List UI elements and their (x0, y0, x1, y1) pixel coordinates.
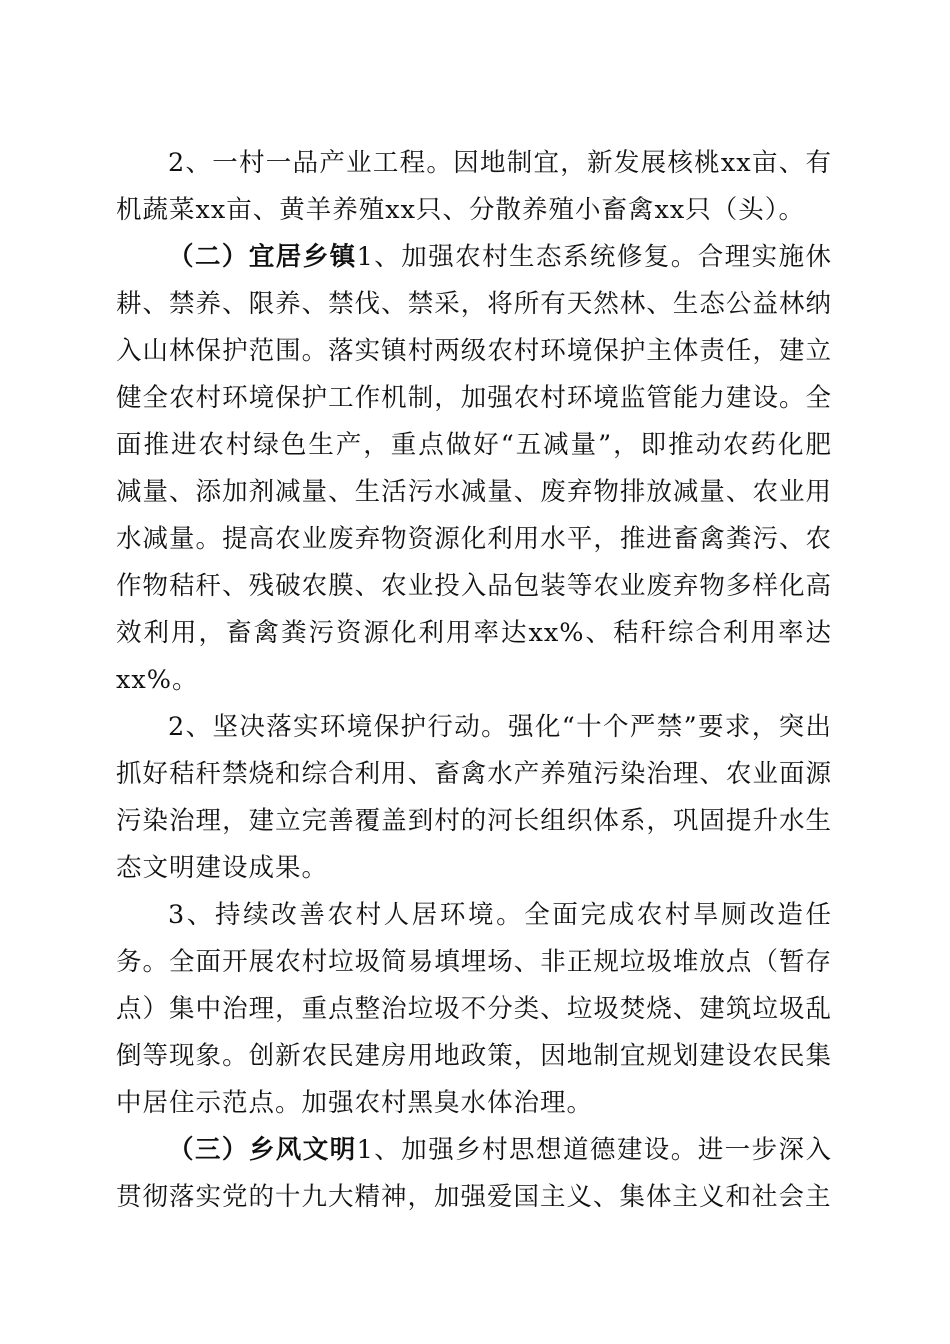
paragraph-rural-civilization (116, 1127, 832, 1221)
paragraph-livable-township (116, 234, 832, 704)
paragraph-text: 3、持续改善农村人居环境。全面完成农村旱厕改造任务。全面开展农村垃圾简易填埋场、非正规垃圾堆放点（暂存点）集中治理，重点整治垃圾不分类、垃圾焚烧、建筑垃圾乱倒等现象。创新农民建房用地政策，因地制宜规划建设农民集中居住示范点。加强农村黑臭水体治理。 (116, 900, 832, 1118)
paragraph-text: 2、坚决落实环境保护行动。强化“十个严禁”要求，突出抓好秸秆禁烧和综合利用、畜禽水产养殖污染治理、农业面源污染治理，建立完善覆盖到村的河长组织体系，巩固提升水生态文明建设成果。 (116, 712, 832, 883)
section-heading-livable-township: （二）宜居乡镇 (168, 242, 357, 272)
paragraph-text: 1、加强农村生态系统修复。合理实施休耕、禁养、限养、禁伐、禁采，将所有天然林、生态公益林纳入山林保护范围。落实镇村两级农村环境保护主体责任，建立健全农村环境保护工作机制，加强农村环境监管能力建设。全面推进农村绿色生产，重点做好“五减量”，即推动农药化肥减量、添加剂减量、生活污水减量、废弃物排放减量、农业用水减量。提高农业废弃物资源化利用水平，推进畜禽粪污、农作物秸秆、残破农膜、农业投入品包装等农业废弃物多样化高效利用，畜禽粪污资源化利用率达xx%、秸秆综合利用率达xx%。 (116, 242, 832, 695)
paragraph-living-environment (116, 892, 832, 1127)
paragraph-text: 2、一村一品产业工程。因地制宜，新发展核桃xx亩、有机蔬菜xx亩、黄羊养殖xx只、分散养殖小畜禽xx只（头）。 (116, 148, 832, 225)
paragraph-text: 1、加强乡村思想道德建设。进一步深入贯彻落实党的十九大精神，加强爱国主义、集体主义和社会主 (116, 1135, 832, 1212)
paragraph-environment-protection (116, 704, 832, 892)
section-heading-rural-civilization: （三）乡风文明 (168, 1135, 357, 1165)
document-body (116, 140, 832, 1221)
paragraph-one-village-one-product (116, 140, 832, 234)
